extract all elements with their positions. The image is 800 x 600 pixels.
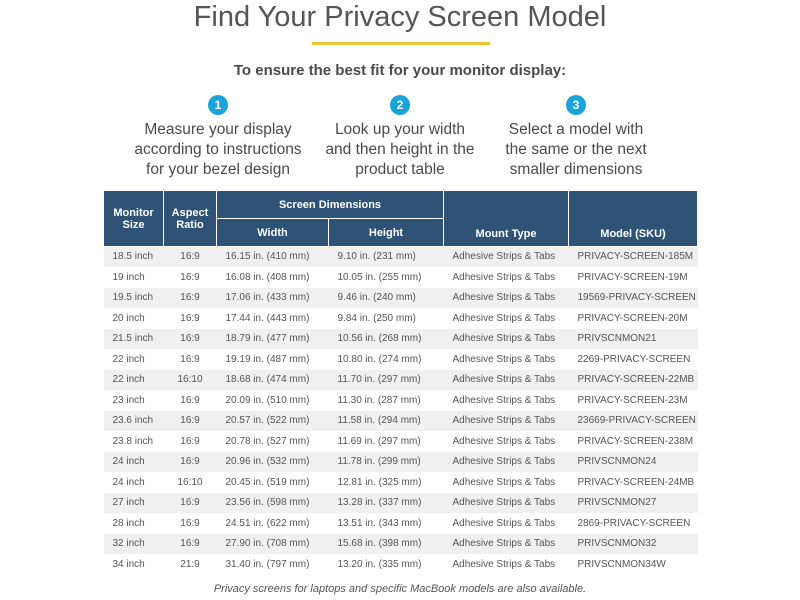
- cell-aspect-ratio: 16:10: [164, 472, 217, 493]
- cell-width: 18.79 in. (477 mm): [217, 329, 329, 350]
- cell-monitor-size: 21.5 inch: [104, 329, 164, 350]
- cell-aspect-ratio: 21:9: [164, 554, 217, 575]
- cell-width: 31.40 in. (797 mm): [217, 554, 329, 575]
- table-row: [104, 308, 698, 329]
- table-row: [104, 349, 698, 370]
- cell-model-sku: PRIVACY-SCREEN-20M: [569, 308, 698, 329]
- step-text-line: the same or the next: [505, 141, 647, 158]
- cell-width: 20.78 in. (527 mm): [217, 431, 329, 452]
- cell-aspect-ratio: 16:10: [164, 370, 217, 391]
- cell-height: 11.69 in. (297 mm): [329, 431, 444, 452]
- cell-width: 16.08 in. (408 mm): [217, 267, 329, 288]
- cell-width: 20.57 in. (522 mm): [217, 411, 329, 432]
- cell-aspect-ratio: 16:9: [164, 308, 217, 329]
- cell-mount-type: Adhesive Strips & Tabs: [444, 554, 569, 575]
- table-row: [104, 267, 698, 288]
- cell-model-sku: PRIVACY-SCREEN-19M: [569, 267, 698, 288]
- cell-monitor-size: 22 inch: [104, 349, 164, 370]
- table-row: [104, 329, 698, 350]
- step-2: [300, 95, 500, 180]
- cell-aspect-ratio: 16:9: [164, 431, 217, 452]
- cell-monitor-size: 20 inch: [104, 308, 164, 329]
- cell-model-sku: 2869-PRIVACY-SCREEN: [569, 513, 698, 534]
- cell-width: 20.45 in. (519 mm): [217, 472, 329, 493]
- table-body: [104, 247, 698, 575]
- cell-mount-type: Adhesive Strips & Tabs: [444, 493, 569, 514]
- cell-monitor-size: 34 inch: [104, 554, 164, 575]
- cell-height: 11.30 in. (287 mm): [329, 390, 444, 411]
- cell-aspect-ratio: 16:9: [164, 411, 217, 432]
- cell-width: 24.51 in. (622 mm): [217, 513, 329, 534]
- header-screen-dimensions: Screen Dimensions: [217, 191, 444, 219]
- cell-mount-type: Adhesive Strips & Tabs: [444, 349, 569, 370]
- cell-mount-type: Adhesive Strips & Tabs: [444, 267, 569, 288]
- table-row: [104, 288, 698, 309]
- cell-mount-type: Adhesive Strips & Tabs: [444, 431, 569, 452]
- cell-height: 15.68 in. (398 mm): [329, 534, 444, 555]
- cell-height: 10.05 in. (255 mm): [329, 267, 444, 288]
- cell-model-sku: PRIVACY-SCREEN-22MB: [569, 370, 698, 391]
- table-row: [104, 452, 698, 473]
- table-row: [104, 411, 698, 432]
- step-text-line: and then height in the: [325, 141, 475, 158]
- cell-mount-type: Adhesive Strips & Tabs: [444, 452, 569, 473]
- cell-aspect-ratio: 16:9: [164, 288, 217, 309]
- step-text-line: for your bezel design: [146, 161, 290, 178]
- step-number-badge: 1: [208, 95, 228, 115]
- cell-model-sku: PRIVACY-SCREEN-185M: [569, 247, 698, 268]
- cell-monitor-size: 23.6 inch: [104, 411, 164, 432]
- cell-monitor-size: 19 inch: [104, 267, 164, 288]
- cell-model-sku: 23669-PRIVACY-SCREEN: [569, 411, 698, 432]
- step-text-line: Measure your display: [144, 121, 292, 138]
- cell-width: 19.19 in. (487 mm): [217, 349, 329, 370]
- cell-monitor-size: 24 inch: [104, 452, 164, 473]
- step-text-line: according to instructions: [134, 141, 302, 158]
- step-text-line: Look up your width: [334, 121, 466, 138]
- cell-model-sku: 19569-PRIVACY-SCREEN: [569, 288, 698, 309]
- cell-model-sku: PRIVSCNMON24: [569, 452, 698, 473]
- cell-height: 13.20 in. (335 mm): [329, 554, 444, 575]
- title-underline: [312, 42, 490, 45]
- cell-mount-type: Adhesive Strips & Tabs: [444, 472, 569, 493]
- cell-width: 23.56 in. (598 mm): [217, 493, 329, 514]
- cell-aspect-ratio: 16:9: [164, 390, 217, 411]
- table-row: [104, 554, 698, 575]
- cell-width: 17.06 in. (433 mm): [217, 288, 329, 309]
- step-text-line: Select a model with: [508, 121, 644, 138]
- cell-mount-type: Adhesive Strips & Tabs: [444, 513, 569, 534]
- cell-model-sku: PRIVSCNMON27: [569, 493, 698, 514]
- cell-aspect-ratio: 16:9: [164, 247, 217, 268]
- table-row: [104, 247, 698, 268]
- cell-model-sku: 2269-PRIVACY-SCREEN: [569, 349, 698, 370]
- step-number-badge: 3: [566, 95, 586, 115]
- cell-monitor-size: 32 inch: [104, 534, 164, 555]
- step-3: [476, 95, 676, 180]
- table-row: [104, 513, 698, 534]
- step-text-line: smaller dimensions: [509, 161, 643, 178]
- table-row: [104, 534, 698, 555]
- cell-mount-type: Adhesive Strips & Tabs: [444, 247, 569, 268]
- cell-aspect-ratio: 16:9: [164, 513, 217, 534]
- cell-height: 11.58 in. (294 mm): [329, 411, 444, 432]
- cell-monitor-size: 23 inch: [104, 390, 164, 411]
- cell-mount-type: Adhesive Strips & Tabs: [444, 390, 569, 411]
- cell-model-sku: PRIVSCNMON21: [569, 329, 698, 350]
- cell-model-sku: PRIVACY-SCREEN-238M: [569, 431, 698, 452]
- cell-aspect-ratio: 16:9: [164, 349, 217, 370]
- table-row: [104, 370, 698, 391]
- cell-aspect-ratio: 16:9: [164, 267, 217, 288]
- cell-monitor-size: 27 inch: [104, 493, 164, 514]
- cell-height: 9.10 in. (231 mm): [329, 247, 444, 268]
- cell-height: 12.81 in. (325 mm): [329, 472, 444, 493]
- footnote: Privacy screens for laptops and specific MacBook models are also available.: [213, 583, 587, 595]
- cell-aspect-ratio: 16:9: [164, 534, 217, 555]
- header-height: Height: [329, 219, 444, 247]
- cell-width: 20.96 in. (532 mm): [217, 452, 329, 473]
- page-title: Find Your Privacy Screen Model: [193, 1, 607, 33]
- cell-height: 13.51 in. (343 mm): [329, 513, 444, 534]
- step-text: [118, 120, 318, 180]
- cell-monitor-size: 24 inch: [104, 472, 164, 493]
- step-text-line: product table: [355, 161, 445, 178]
- cell-height: 10.80 in. (274 mm): [329, 349, 444, 370]
- cell-height: 13.28 in. (337 mm): [329, 493, 444, 514]
- table-row: [104, 493, 698, 514]
- table-row: [104, 472, 698, 493]
- cell-mount-type: Adhesive Strips & Tabs: [444, 308, 569, 329]
- cell-width: 20.09 in. (510 mm): [217, 390, 329, 411]
- cell-width: 18.68 in. (474 mm): [217, 370, 329, 391]
- cell-mount-type: Adhesive Strips & Tabs: [444, 329, 569, 350]
- cell-model-sku: PRIVSCNMON34W: [569, 554, 698, 575]
- table-row: [104, 390, 698, 411]
- header-mount-type: Mount Type: [444, 191, 569, 247]
- cell-mount-type: Adhesive Strips & Tabs: [444, 288, 569, 309]
- cell-mount-type: Adhesive Strips & Tabs: [444, 411, 569, 432]
- cell-height: 10.56 in. (268 mm): [329, 329, 444, 350]
- cell-monitor-size: 23.8 inch: [104, 431, 164, 452]
- header-model-sku: Model (SKU): [569, 191, 698, 247]
- cell-width: 17.44 in. (443 mm): [217, 308, 329, 329]
- cell-mount-type: Adhesive Strips & Tabs: [444, 534, 569, 555]
- step-text: [300, 120, 500, 180]
- cell-height: 11.78 in. (299 mm): [329, 452, 444, 473]
- cell-monitor-size: 19.5 inch: [104, 288, 164, 309]
- step-1: [118, 95, 318, 180]
- cell-aspect-ratio: 16:9: [164, 493, 217, 514]
- cell-width: 16.15 in. (410 mm): [217, 247, 329, 268]
- table-row: [104, 431, 698, 452]
- cell-monitor-size: 22 inch: [104, 370, 164, 391]
- header-aspect-ratio: Aspect Ratio: [164, 191, 217, 247]
- cell-model-sku: PRIVSCNMON32: [569, 534, 698, 555]
- cell-width: 27.90 in. (708 mm): [217, 534, 329, 555]
- cell-model-sku: PRIVACY-SCREEN-24MB: [569, 472, 698, 493]
- cell-aspect-ratio: 16:9: [164, 452, 217, 473]
- step-number-badge: 2: [390, 95, 410, 115]
- model-table: [103, 190, 698, 575]
- header-width: Width: [217, 219, 329, 247]
- cell-height: 11.70 in. (297 mm): [329, 370, 444, 391]
- header-monitor-size: Monitor Size: [104, 191, 164, 247]
- cell-mount-type: Adhesive Strips & Tabs: [444, 370, 569, 391]
- page-subtitle: To ensure the best fit for your monitor display:: [233, 62, 567, 79]
- cell-height: 9.84 in. (250 mm): [329, 308, 444, 329]
- cell-model-sku: PRIVACY-SCREEN-23M: [569, 390, 698, 411]
- cell-aspect-ratio: 16:9: [164, 329, 217, 350]
- cell-monitor-size: 28 inch: [104, 513, 164, 534]
- step-text: [476, 120, 676, 180]
- cell-height: 9.46 in. (240 mm): [329, 288, 444, 309]
- cell-monitor-size: 18.5 inch: [104, 247, 164, 268]
